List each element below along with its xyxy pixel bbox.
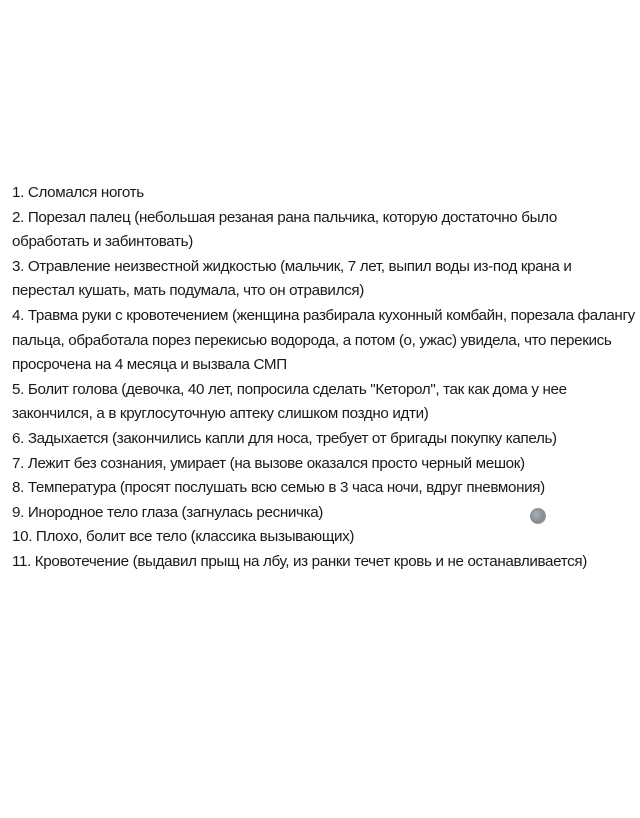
list-item: 3. Отравление неизвестной жидкостью (мальчик, 7 лет, выпил воды из-под крана и перестал кушать, мать подумала, что он отравился) xyxy=(12,257,572,300)
list-item: 10. Плохо, болит все тело (классика вызывающих) xyxy=(12,528,355,546)
list-item: 7. Лежит без сознания, умирает (на вызове оказался просто черный мешок) xyxy=(12,454,525,472)
list-item: 5. Болит голова (девочка, 40 лет, попросила сделать "Кеторол", так как дома у нее закончился, а в круглосуточную аптеку слишком поздно идти) xyxy=(12,380,567,423)
list-item: 1. Сломался ноготь xyxy=(12,184,144,201)
list-item: 11. Кровотечение (выдавил прыщ на лбу, из ранки течет кровь и не останавливается) xyxy=(12,552,587,570)
list-item: 4. Травма руки с кровотечением (женщина разбирала кухонный комбайн, порезала фалангу пальца, обработала порез перекисью водорода, а потом (о, ужас) увидела, что перекись просрочена на 4 месяца и вызвала СМП xyxy=(12,306,635,374)
list-item: 6. Задыхается (закончились капли для носа, требует от бригады покупку капель) xyxy=(12,429,557,447)
smudge-mark xyxy=(530,508,546,524)
list-item: 2. Порезал палец (небольшая резаная рана пальчика, которую достаточно было обработать и забинтовать) xyxy=(12,208,557,251)
list-item: 9. Инородное тело глаза (загнулась ресничка) xyxy=(12,503,323,521)
list-item: 8. Температура (просят послушать всю семью в 3 часа ночи, вдруг пневмония) xyxy=(12,479,545,497)
